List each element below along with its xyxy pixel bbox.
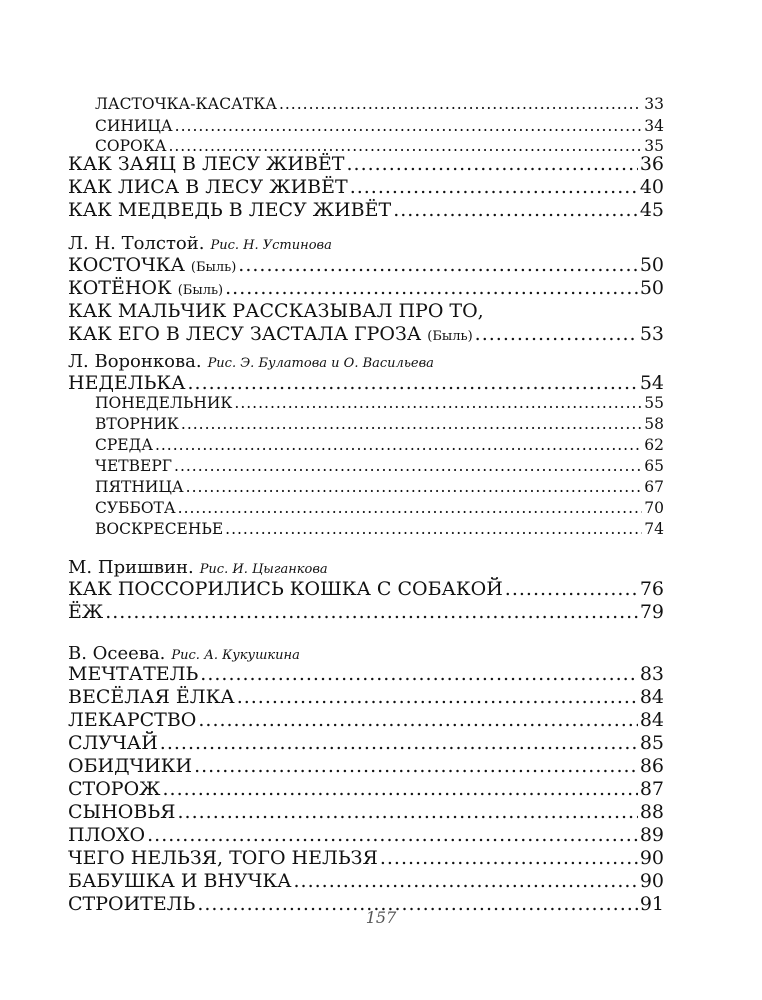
- toc-entry[interactable]: [68, 254, 664, 277]
- entry-title: ВОСКРЕСЕНЬЕ: [95, 520, 224, 538]
- author-name: В. Осеева.: [68, 643, 166, 664]
- dot-leader: [147, 824, 638, 847]
- entry-title: СТОРОЖ: [68, 778, 161, 800]
- toc-entry[interactable]: [68, 870, 664, 893]
- entry-page: 70: [644, 499, 664, 517]
- entry-title: ОБИДЧИКИ: [68, 755, 193, 777]
- entry-page: 84: [639, 686, 664, 708]
- entry-page: 33: [644, 95, 664, 113]
- toc-entry[interactable]: [68, 755, 664, 778]
- author-name: Л. Н. Толстой.: [68, 233, 205, 254]
- entry-title-text: КАК ЕГО В ЛЕСУ ЗАСТАЛА ГРОЗА: [68, 323, 422, 345]
- entry-title: МЕЧТАТЕЛЬ: [68, 663, 199, 685]
- entry-page: 83: [639, 663, 664, 685]
- dot-leader: [294, 870, 638, 893]
- entry-page: 58: [644, 415, 664, 433]
- entry-page: 50: [639, 277, 664, 299]
- toc-entry[interactable]: [68, 778, 664, 801]
- page-number: 157: [365, 908, 397, 927]
- toc-entry[interactable]: [95, 94, 664, 114]
- entry-page: 89: [639, 824, 664, 846]
- entry-title: ЧЕГО НЕЛЬЗЯ, ТОГО НЕЛЬЗЯ: [68, 847, 378, 869]
- dot-leader: [380, 847, 638, 870]
- entry-title: КАК ЗАЯЦ В ЛЕСУ ЖИВЁТ: [68, 153, 345, 175]
- entry-title-text: КОТЁНОК: [68, 277, 172, 299]
- entry-page: 62: [644, 436, 664, 454]
- entry-page: 87: [639, 778, 664, 800]
- entry-title: [68, 277, 223, 302]
- entry-title: НЕДЕЛЬКА: [68, 372, 186, 394]
- entry-page: 50: [639, 254, 664, 276]
- dot-leader: [160, 732, 638, 755]
- entry-page: 76: [639, 578, 664, 600]
- entry-title: СЛУЧАЙ: [68, 732, 158, 754]
- dot-leader: [194, 755, 638, 778]
- toc-entry[interactable]: [95, 435, 664, 455]
- toc-entry[interactable]: [68, 277, 664, 300]
- entry-title: ЛАСТОЧКА-КАСАТКА: [95, 95, 277, 113]
- entry-title: ПЛОХО: [68, 824, 146, 846]
- entry-title: ЁЖ: [68, 601, 104, 623]
- dot-leader: [163, 778, 638, 801]
- dot-leader: [178, 498, 643, 518]
- entry-title: ВЕСЁЛАЯ ЁЛКА: [68, 686, 235, 708]
- entry-title: СЫНОВЬЯ: [68, 801, 176, 823]
- entry-page: 90: [639, 870, 664, 892]
- dot-leader: [279, 94, 642, 114]
- toc-entry-line[interactable]: [68, 300, 664, 323]
- toc-entry[interactable]: [95, 456, 664, 476]
- entry-page: 74: [644, 520, 664, 538]
- toc-entry[interactable]: [95, 519, 664, 539]
- entry-title-text: КОСТОЧКА: [68, 254, 185, 276]
- dot-leader: [181, 414, 642, 434]
- author-heading: [68, 350, 434, 374]
- dot-leader: [225, 277, 638, 300]
- entry-note: (Быль): [177, 283, 224, 298]
- entry-title: КАК МАЛЬЧИК РАССКАЗЫВАЛ ПРО ТО,: [68, 300, 484, 322]
- entry-title: КАК ПОССОРИЛИСЬ КОШКА С СОБАКОЙ: [68, 578, 503, 600]
- illustrator-credit: Рис. Э. Булатова и О. Васильева: [207, 356, 434, 371]
- toc-entry[interactable]: [68, 824, 664, 847]
- entry-page: 36: [639, 153, 664, 175]
- entry-page: 35: [644, 137, 664, 155]
- dot-leader: [346, 153, 637, 176]
- dot-leader: [105, 601, 638, 624]
- entry-page: 53: [639, 323, 664, 345]
- dot-leader: [200, 663, 638, 686]
- toc-entry[interactable]: [95, 477, 664, 497]
- toc-entry[interactable]: [68, 176, 664, 199]
- entry-title: СИНИЦА: [95, 117, 173, 135]
- entry-title: ВТОРНИК: [95, 415, 179, 433]
- dot-leader: [178, 801, 638, 824]
- dot-leader: [237, 686, 638, 709]
- entry-page: 55: [644, 394, 664, 412]
- entry-page: 84: [639, 709, 664, 731]
- entry-page: 88: [639, 801, 664, 823]
- dot-leader: [175, 116, 643, 136]
- entry-title: СУББОТА: [95, 499, 176, 517]
- illustrator-credit: Рис. И. Цыганкова: [199, 562, 328, 577]
- entry-title: СРЕДА: [95, 436, 153, 454]
- toc-entry[interactable]: [95, 116, 664, 136]
- entry-title: КАК МЕДВЕДЬ В ЛЕСУ ЖИВЁТ: [68, 199, 392, 221]
- entry-page: 85: [639, 732, 664, 754]
- entry-page: 40: [639, 176, 664, 198]
- entry-note: (Быль): [190, 260, 237, 275]
- entry-page: 67: [644, 478, 664, 496]
- entry-title: КАК ЛИСА В ЛЕСУ ЖИВЁТ: [68, 176, 348, 198]
- toc-entry[interactable]: [95, 498, 664, 518]
- author-name: М. Пришвин.: [68, 557, 194, 578]
- dot-leader: [198, 709, 637, 732]
- dot-leader: [234, 393, 642, 413]
- dot-leader: [393, 199, 638, 222]
- entry-title: БАБУШКА И ВНУЧКА: [68, 870, 292, 892]
- entry-title: СОРОКА: [95, 137, 167, 155]
- author-name: Л. Воронкова.: [68, 351, 202, 372]
- entry-title: ЧЕТВЕРГ: [95, 457, 173, 475]
- entry-page: 65: [644, 457, 664, 475]
- entry-page: 45: [639, 199, 664, 221]
- illustrator-credit: Рис. А. Кукушкина: [171, 648, 300, 663]
- toc-entry[interactable]: [68, 732, 664, 755]
- entry-page: 54: [639, 372, 664, 394]
- entry-page: 90: [639, 847, 664, 869]
- entry-page: 34: [644, 117, 664, 135]
- toc-entry[interactable]: [68, 663, 664, 686]
- entry-title: [68, 323, 473, 348]
- toc-entry[interactable]: [68, 578, 664, 601]
- entry-title: ПЯТНИЦА: [95, 478, 184, 496]
- toc-entry[interactable]: [68, 323, 664, 346]
- illustrator-credit: Рис. Н. Устинова: [210, 238, 332, 253]
- entry-page: 91: [639, 893, 664, 915]
- entry-title: СТРОИТЕЛЬ: [68, 893, 196, 915]
- entry-title: ЛЕКАРСТВО: [68, 709, 197, 731]
- dot-leader: [475, 323, 638, 346]
- entry-page: 79: [639, 601, 664, 623]
- toc-entry[interactable]: [68, 847, 664, 870]
- toc-entry[interactable]: [95, 393, 664, 413]
- author-heading: [68, 232, 332, 256]
- toc-entry[interactable]: [68, 199, 664, 222]
- author-heading: [68, 556, 328, 580]
- dot-leader: [350, 176, 638, 199]
- dot-leader: [238, 254, 638, 277]
- entry-note: (Быль): [427, 329, 473, 344]
- toc-entry[interactable]: [68, 601, 664, 624]
- toc-entry[interactable]: [68, 372, 664, 395]
- dot-leader: [155, 435, 642, 455]
- dot-leader: [174, 456, 642, 476]
- toc-entry[interactable]: [68, 709, 664, 732]
- toc-entry[interactable]: [68, 153, 664, 176]
- dot-leader: [186, 477, 643, 497]
- dot-leader: [505, 578, 638, 601]
- dot-leader: [225, 519, 642, 539]
- dot-leader: [188, 372, 638, 395]
- toc-entry[interactable]: [95, 414, 664, 434]
- toc-entry[interactable]: [68, 686, 664, 709]
- entry-page: 86: [639, 755, 664, 777]
- toc-entry[interactable]: [68, 801, 664, 824]
- entry-title: [68, 254, 236, 279]
- entry-title: ПОНЕДЕЛЬНИК: [95, 394, 233, 412]
